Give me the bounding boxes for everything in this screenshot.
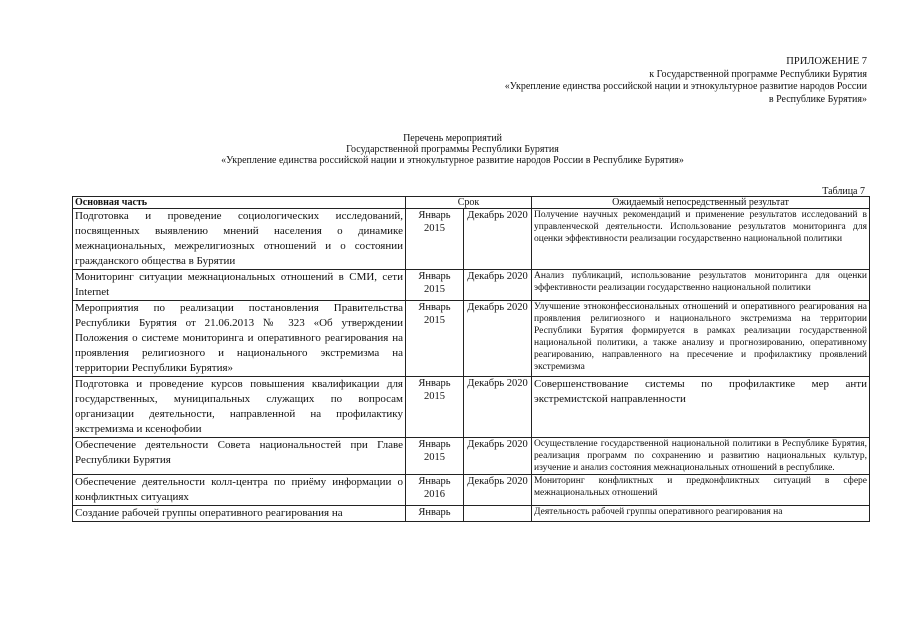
- start-cell: Январь: [406, 506, 464, 522]
- appendix-line-2: «Укрепление единства российской нации и этнокультурное развитие народов России: [504, 81, 867, 92]
- table-row: [73, 270, 870, 301]
- start-cell: Январь 2016: [406, 475, 464, 506]
- end-cell: Декабрь 2020: [464, 209, 532, 270]
- appendix-heading: ПРИЛОЖЕНИЕ 7: [786, 56, 867, 67]
- activity-cell: Мероприятия по реализации постановления Правительства Республики Бурятия от 21.06.2013 № 323 «Об утверждении Положения о системе мониторинга и оперативного реагирования на проявления религиозного и национального экстремизма на территории Республики Бурятия»: [73, 301, 406, 377]
- header-activity: Основная часть: [73, 197, 406, 209]
- result-cell: Улучшение этноконфессиональных отношений и оперативного реагирования на проявления религиозного и национального экстремизма на территории Республики Бурятия формируется в рамках реализации государственной национальной политики, а также анализу и прогнозированию, оперативному реагированию, направленного на пресечение и профилактику проявлений экстремизма: [532, 301, 870, 377]
- start-cell: Январь 2015: [406, 438, 464, 475]
- table-row: [73, 438, 870, 475]
- start-cell: Январь 2015: [406, 270, 464, 301]
- header-result: Ожидаемый непосредственный результат: [532, 197, 870, 209]
- activity-cell: Обеспечение деятельности колл-центра по приёму информации о конфликтных ситуациях: [73, 475, 406, 506]
- list-title-line-1: Перечень мероприятий: [403, 133, 502, 144]
- end-cell: Декабрь 2020: [464, 301, 532, 377]
- table-row: [73, 506, 870, 522]
- table-header-row: [73, 197, 870, 209]
- appendix-line-1: к Государственной программе Республики Бурятия: [649, 68, 867, 80]
- start-cell: Январь 2015: [406, 377, 464, 438]
- activity-cell: Подготовка и проведение курсов повышения квалификации для государственных, муниципальных служащих по вопросам организации деятельности, направленной на профилактику экстремизма и ксенофобии: [73, 377, 406, 438]
- list-title: [0, 133, 905, 166]
- activity-cell: Обеспечение деятельности Совета национальностей при Главе Республики Бурятия: [73, 438, 406, 475]
- result-cell: Совершенствование системы по профилактике мер анти экстремистской направленности: [532, 377, 870, 438]
- end-cell: [464, 506, 532, 522]
- appendix-line-3: в Республике Бурятия»: [768, 93, 867, 105]
- appendix-block: [505, 56, 867, 106]
- end-cell: Декабрь 2020: [464, 270, 532, 301]
- table-row: [73, 209, 870, 270]
- result-cell: Осуществление государственной национальной политики в Республике Бурятия, реализация программ по сохранению и развитию национальных культур, изучение и анализ состояния межнациональных отношений в республике.: [532, 438, 870, 475]
- activity-cell: Подготовка и проведение социологических исследований, посвященных выявлению мнений населения о динамике межнациональных, межрелигиозных отношений и о состоянии гражданского общества в Бурятии: [73, 209, 406, 270]
- end-cell: Декабрь 2020: [464, 438, 532, 475]
- header-period: Срок: [406, 197, 532, 209]
- table-row: [73, 377, 870, 438]
- end-cell: Декабрь 2020: [464, 475, 532, 506]
- activity-cell: Мониторинг ситуации межнациональных отношений в СМИ, сети Internet: [73, 270, 406, 301]
- activity-cell: Создание рабочей группы оперативного реагирования на: [73, 506, 406, 522]
- table-label: Таблица 7: [822, 186, 865, 197]
- list-title-line-2: Государственной программы Республики Бурятия: [346, 144, 559, 155]
- activities-table: [72, 196, 870, 522]
- start-cell: Январь 2015: [406, 209, 464, 270]
- list-title-line-3: «Укрепление единства российской нации и этнокультурное развитие народов России в Республике Бурятия»: [221, 155, 684, 166]
- result-cell: Анализ публикаций, использование результатов мониторинга для оценки эффективности реализации государственно национальной политики: [532, 270, 870, 301]
- result-cell: Деятельность рабочей группы оперативного реагирования на: [532, 506, 870, 522]
- end-cell: Декабрь 2020: [464, 377, 532, 438]
- result-cell: Получение научных рекомендаций и применение результатов исследований в управленческой деятельности. Использование результатов мониторинга для оценки эффективности реализации государственно национальной политики: [532, 209, 870, 270]
- table-row: [73, 475, 870, 506]
- start-cell: Январь 2015: [406, 301, 464, 377]
- table-row: [73, 301, 870, 377]
- result-cell: Мониторинг конфликтных и предконфликтных ситуаций в сфере межнациональных отношений: [532, 475, 870, 506]
